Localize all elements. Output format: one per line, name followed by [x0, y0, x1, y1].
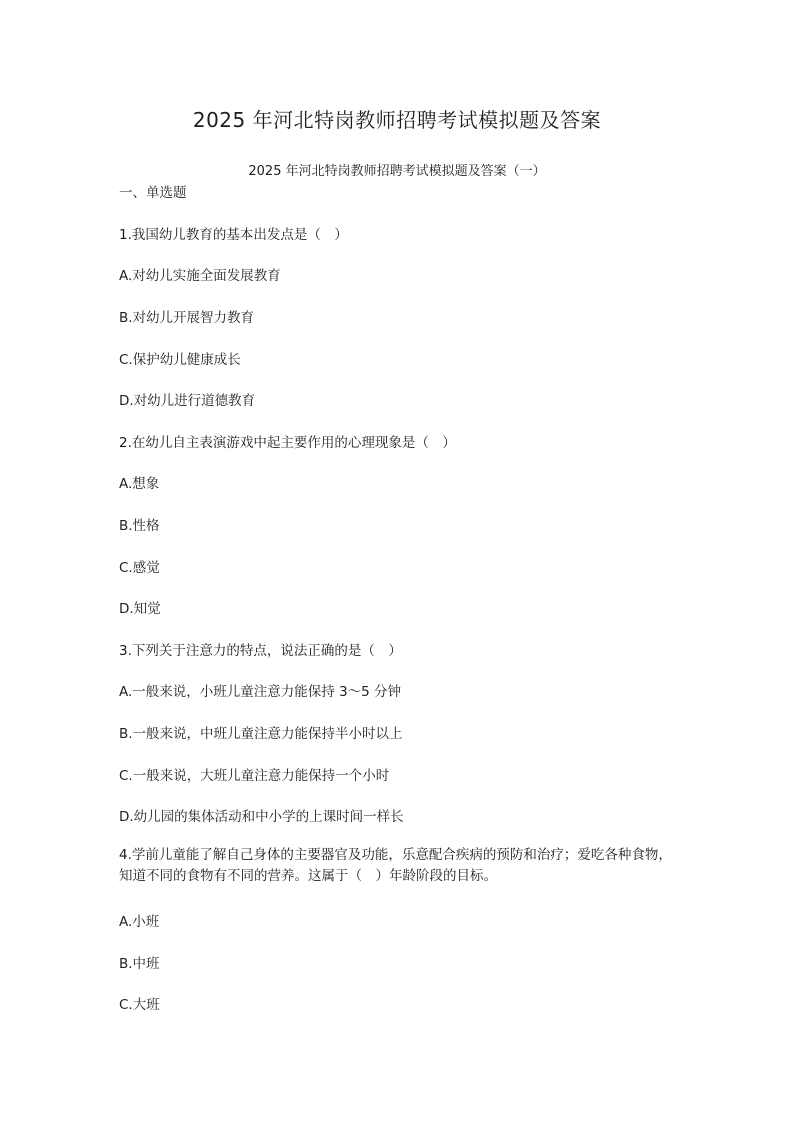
question-4-option-b: B.中班 [119, 956, 160, 972]
question-1-option-b: B.对幼儿开展智力教育 [119, 310, 255, 326]
question-4-stem: 4.学前儿童能了解自己身体的主要器官及功能，乐意配合疾病的预防和治疗；爱吃各种食物，知道不同的食物有不同的营养。这属于（ ）年龄阶段的目标。 [119, 847, 672, 884]
section-heading: 一、单选题 [119, 185, 187, 201]
question-2-option-b: B.性格 [119, 518, 160, 534]
question-1-option-c: C.保护幼儿健康成长 [119, 352, 241, 368]
question-2-stem: 2.在幼儿自主表演游戏中起主要作用的心理现象是（ ） [119, 435, 456, 451]
document-subtitle: 2025 年河北特岗教师招聘考试模拟题及答案（一） [248, 164, 546, 179]
question-2-option-d: D.知觉 [119, 601, 161, 617]
question-3-stem: 3.下列关于注意力的特点，说法正确的是（ ） [119, 643, 402, 659]
question-3-option-b: B.一般来说，中班儿童注意力能保持半小时以上 [119, 726, 403, 742]
question-3-option-c: C.一般来说，大班儿童注意力能保持一个小时 [119, 768, 390, 784]
question-2-option-c: C.感觉 [119, 560, 160, 576]
question-1-option-a: A.对幼儿实施全面发展教育 [119, 268, 281, 284]
question-1-stem: 1.我国幼儿教育的基本出发点是（ ） [119, 227, 348, 243]
question-4-option-a: A.小班 [119, 914, 160, 930]
question-3-option-a: A.一般来说，小班儿童注意力能保持 3～5 分钟 [119, 684, 402, 700]
question-3-option-d: D.幼儿园的集体活动和中小学的上课时间一样长 [119, 809, 404, 825]
question-1-option-d: D.对幼儿进行道德教育 [119, 393, 256, 409]
question-4-option-c: C.大班 [119, 997, 160, 1013]
question-2-option-a: A.想象 [119, 476, 160, 492]
document-title: 2025 年河北特岗教师招聘考试模拟题及答案 [192, 108, 602, 132]
